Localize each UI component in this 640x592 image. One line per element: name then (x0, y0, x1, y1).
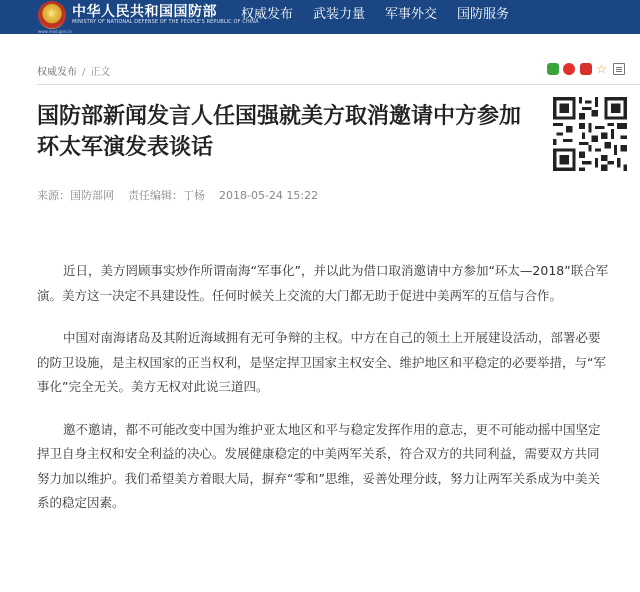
breadcrumb-divider (37, 84, 640, 85)
article-editor: 责任编辑：丁杨 (128, 189, 205, 202)
nav-defense-services[interactable]: 国防服务 (457, 7, 510, 22)
nav-armed-forces[interactable]: 武装力量 (313, 7, 366, 22)
national-emblem-logo[interactable]: ★ (38, 1, 66, 29)
nav-military-diplomacy[interactable]: 军事外交 (385, 7, 438, 22)
article-body (37, 259, 609, 534)
site-logo-subtitle: MINISTRY OF NATIONAL DEFENSE OF THE PEOPLE'S REPUBLIC OF CHINA (72, 19, 259, 25)
article-paragraph: 邀不邀请，都不可能改变中国为维护亚太地区和平与稳定发挥作用的意志，更不可能动摇中国坚定捍卫自身主权和安全利益的决心。发展健康稳定的中美两军关系，符合双方的共同利益，需要双方共同努力加以维护。我们希望美方着眼大局，摒弃“零和”思维，妥善处理分歧，努力让两军关系成为中美关系的稳定因素。 (37, 421, 601, 510)
article-meta (37, 187, 332, 203)
site-logo-title[interactable]: 中华人民共和国国防部 (72, 4, 217, 20)
pdf-icon[interactable] (580, 63, 592, 75)
breadcrumb (37, 63, 110, 78)
site-url: www.mod.gov.cn (38, 29, 72, 34)
weibo-icon[interactable] (563, 63, 575, 75)
wechat-icon[interactable] (547, 63, 559, 75)
qr-code-image (550, 93, 630, 175)
article-paragraph: 近日，美方罔顾事实炒作所谓南海“军事化”，并以此为借口取消邀请中方参加“环太—2018”联合军演。美方这一决定不具建设性。任何时候关上交流的大门都无助于促进中美两军的互信与合作。 (37, 263, 609, 303)
article-datetime: 2018-05-24 15:22 (219, 189, 319, 202)
article-title: 国防部新闻发言人任国强就美方取消邀请中方参加环太军演发表谈话 (37, 104, 522, 160)
site-header (0, 0, 640, 34)
favorite-star-icon[interactable]: ☆ (596, 62, 607, 76)
article-source: 来源：国防部网 (37, 189, 114, 202)
breadcrumb-separator: / (82, 67, 86, 78)
article-paragraph: 中国对南海诸岛及其附近海域拥有无可争辩的主权。中方在自己的领土上开展建设活动，部署必要的防卫设施，是主权国家的正当权利，是坚定捍卫国家主权安全、维护地区和平稳定的必要举措，与“军事化”完全无关。美方无权对此说三道四。 (37, 330, 606, 394)
breadcrumb-section-link[interactable]: 权威发布 (37, 67, 77, 78)
breadcrumb-current: 正文 (90, 67, 111, 78)
nav-authoritative-release[interactable]: 权威发布 (241, 7, 294, 22)
print-icon[interactable] (613, 63, 625, 75)
